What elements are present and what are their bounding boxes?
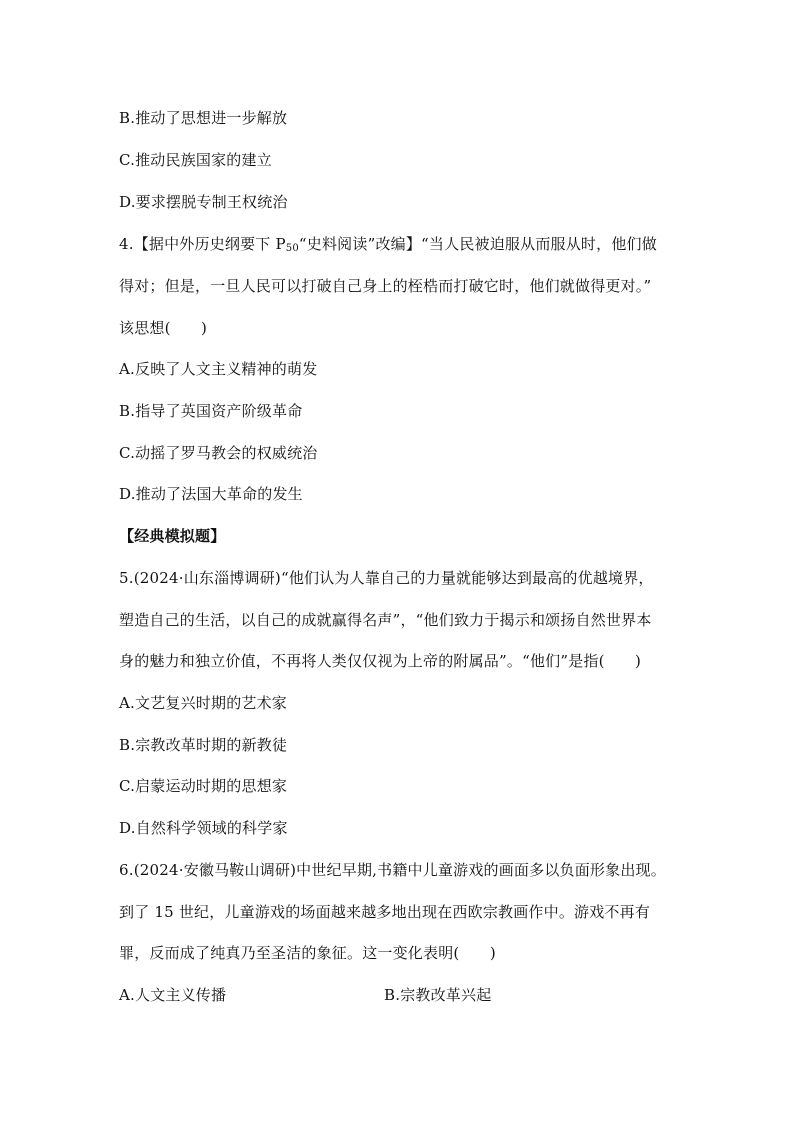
q6-stem-line-2: 到了 15 世纪，儿童游戏的场面越来越多地出现在西欧宗教画作中。游戏不再有 [119,903,651,921]
q4-stem-line-2: 得对；但是，一旦人民可以打破自己身上的桎梏而打破它时，他们就做得更对。” [119,277,652,295]
q4-line1-rest: “史料阅读”改编】“当人民被迫服从而服从时，他们做 [298,235,657,253]
q3-option-c: C.推动民族国家的建立 [119,151,272,169]
q4-page-number: 50 [285,243,299,254]
q6-option-a: A.人文主义传播 [119,986,227,1004]
q6-option-b: B.宗教改革兴起 [384,986,492,1004]
q6-option-row [119,985,226,1005]
q5-stem-line-2: 塑造自己的生活，以自己的成就赢得名声”，“他们致力于揭示和颂扬自然世界本 [119,611,652,629]
q3-option-b: B.推动了思想进一步解放 [119,109,288,127]
q5-stem-line-3: 身的魅力和独立价值，不再将人类仅仅视为上帝的附属品”。“他们”是指( ) [119,652,642,670]
q4-stem-line-1 [119,234,657,259]
q5-option-d: D.自然科学领域的科学家 [119,819,288,837]
q4-prefix: 4.【据中外历史纲要下 P [119,235,286,253]
section-title: 【经典模拟题】 [119,527,226,545]
q4-option-d: D.推动了法国大革命的发生 [119,485,303,503]
q5-option-b: B.宗教改革时期的新教徒 [119,736,288,754]
q5-stem-line-1: 5.(2024·山东淄博调研)“他们认为人靠自己的力量就能够达到最高的优越境界， [119,569,654,587]
q4-option-b: B.指导了英国资产阶级革命 [119,402,303,420]
q3-option-d: D.要求摆脱专制王权统治 [119,193,288,211]
q5-option-c: C.启蒙运动时期的思想家 [119,777,288,795]
q6-stem-line-1: 6.(2024·安徽马鞍山调研)中世纪早期,书籍中儿童游戏的画面多以负面形象出现。 [119,861,666,879]
q4-stem-line-3: 该思想( ) [119,319,208,337]
q6-stem-line-3: 罪，反而成了纯真乃至圣洁的象征。这一变化表明( ) [119,944,496,962]
q5-option-a: A.文艺复兴时期的艺术家 [119,694,288,712]
q4-option-c: C.动摇了罗马教会的权威统治 [119,444,318,462]
q4-option-a: A.反映了人文主义精神的萌发 [119,360,318,378]
